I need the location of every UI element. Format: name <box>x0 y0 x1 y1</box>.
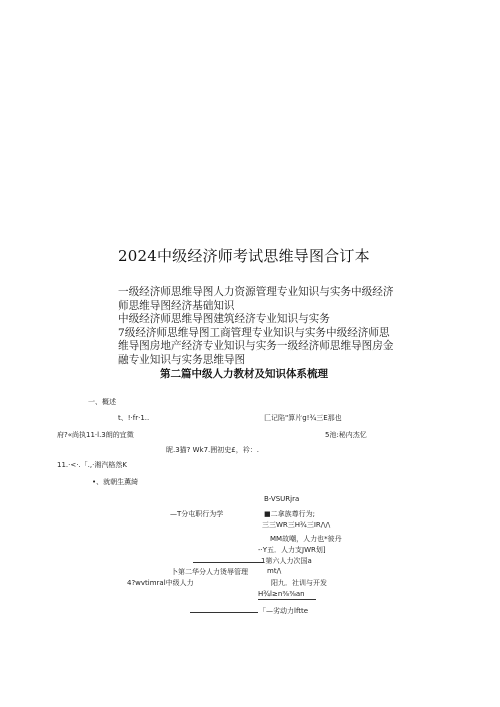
map-node-2-right: ■二拿族尊行为; <box>264 510 315 518</box>
intro-line-3: 中级经济师思维导图建筑经济专业知识与实务 <box>118 313 330 326</box>
map-node-7-right: mt/\ <box>267 567 282 575</box>
document-title: 2024中级经济师考试思维导图合订本 <box>118 247 370 265</box>
outline-row1-right: 匚记陷"算片g!¾三E那也 <box>264 414 342 422</box>
outline-row2-left: 府?«尚执11·l.3朗的宜徵 <box>57 431 134 439</box>
intro-line-5: 维导图房地产经济专业知识与实务一级经济师思维导图房金 <box>118 340 394 353</box>
map-node-6: 1第六人力次国a <box>261 557 312 565</box>
map-node-8-right: 阳九．社训与开发 <box>271 579 327 587</box>
outline-row1-left: t、!·fr·1.. <box>118 414 150 422</box>
intro-line-4: 7级经济师思维导图工商管理专业知识与实务中级经济师思 <box>118 326 390 339</box>
outline-row4-left: 11.·<·.「.,·湘汽格然K <box>57 461 127 469</box>
map-node-5: -·Y五．人力支JWR划] <box>258 546 326 554</box>
map-node-7-left: 卜第二华分人力烫辱管理 <box>171 568 248 576</box>
section-heading: 第二篇中级人力教材及知识体系梳理 <box>160 368 328 380</box>
map-node-2-left: —T分屯职行为学 <box>170 510 224 518</box>
connector-line-3 <box>190 612 258 613</box>
map-node-1: B-VSURjra <box>264 495 300 503</box>
connector-line-2 <box>258 599 316 600</box>
map-node-9: H¾l≥n⅜⅜an <box>258 590 305 598</box>
connector-line-1 <box>193 562 263 563</box>
intro-paragraph <box>118 286 438 368</box>
intro-line-6: 融专业知识与实务思维导图 <box>118 353 246 366</box>
map-node-3: 三三WR三H¾三IR/\/\ <box>262 521 331 529</box>
map-node-10: 「—劣动力lftte <box>259 607 309 615</box>
intro-line-2: 师思维导图经济基础知识 <box>118 299 235 312</box>
outline-row2-right: 5池:秘内杰忆 <box>325 431 367 439</box>
map-node-8-left: 4?wvtimral中级人力 <box>127 579 194 587</box>
intro-line-1: 一级经济师思维导图人力资源管理专业知识与实务中级经济 <box>118 286 394 298</box>
map-node-4: MM故嘲，人力也*彼丹 <box>270 535 342 543</box>
outline-row3-center: 昵.3猫? Wk7.囲初史£，衿：. <box>166 446 259 454</box>
outline-heading-second: •、就朝生薫綺 <box>92 478 139 486</box>
outline-heading-overview: 一、概述 <box>88 398 116 406</box>
